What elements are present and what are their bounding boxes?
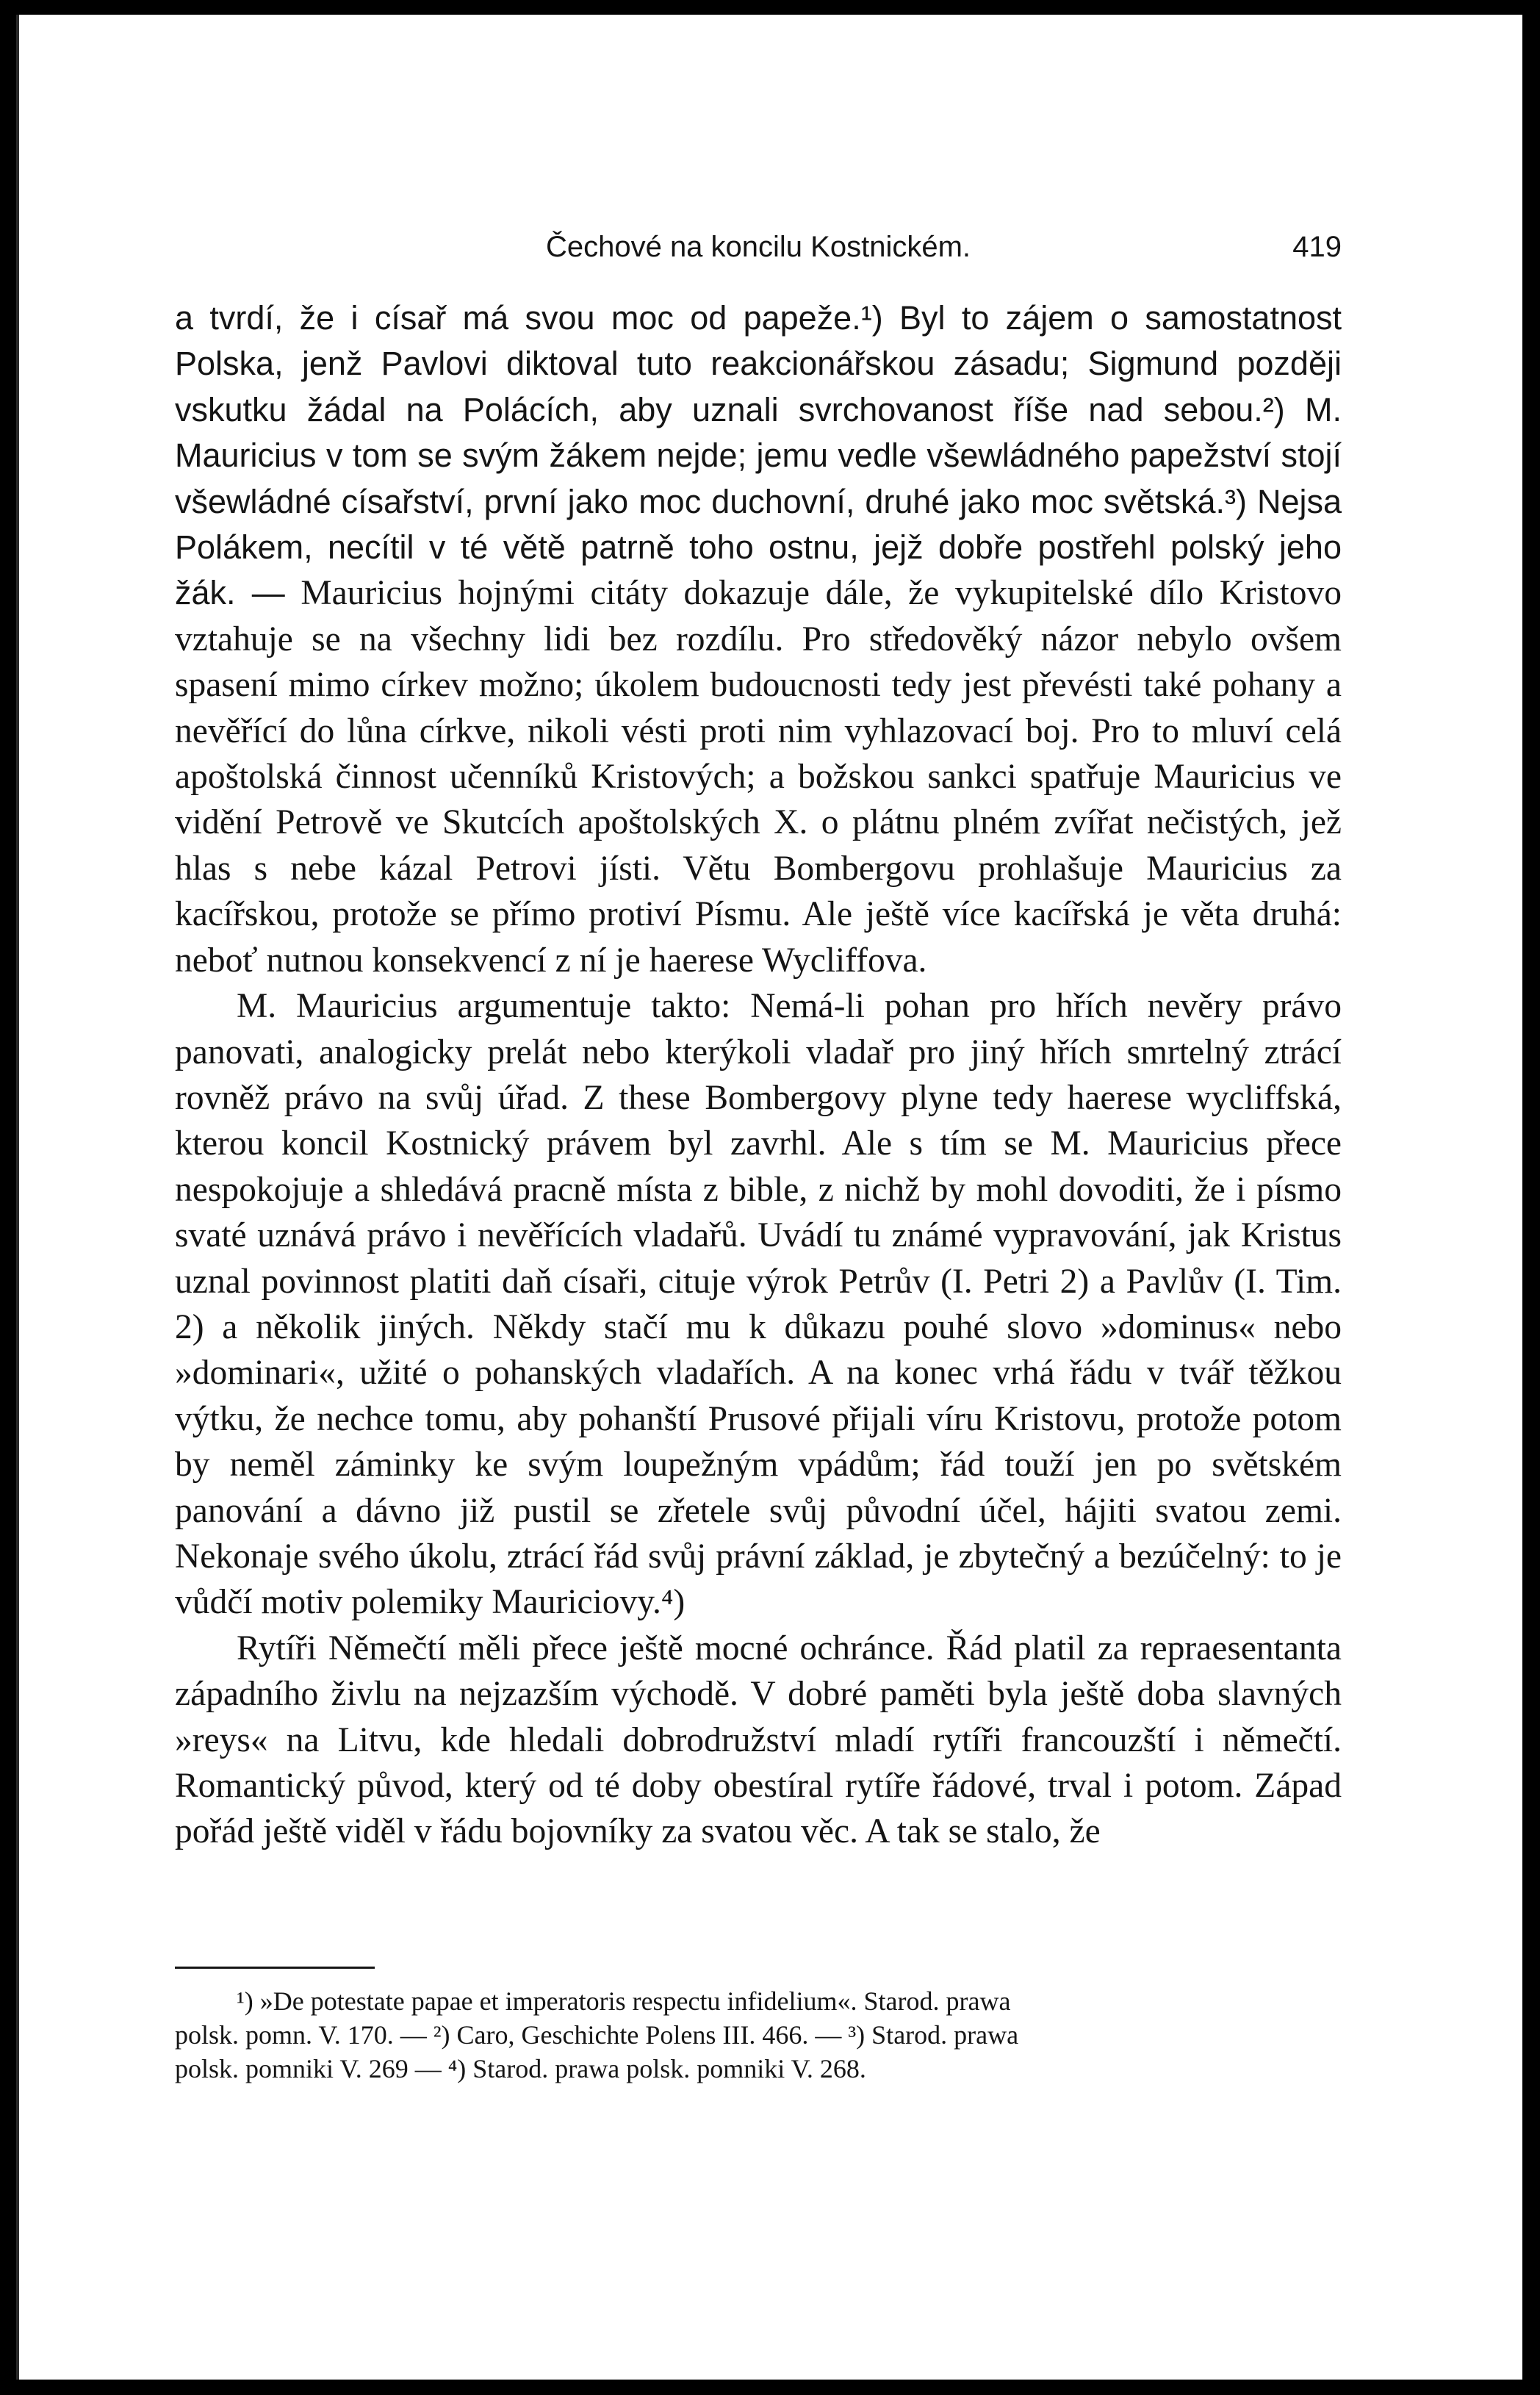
running-title: Čechové na koncilu Kostnickém.	[545, 231, 971, 263]
book-page	[16, 15, 1522, 2380]
paragraph-1	[175, 295, 1342, 983]
footnote-line-2: polsk. pomn. V. 170. — ²) Caro, Geschichte Polens III. 466. — ³) Starod. prawa	[175, 2020, 1019, 2050]
page-number: 419	[1292, 231, 1342, 263]
scan-edge	[16, 15, 19, 2380]
footnote-line-3: polsk. pomniki V. 269 — ⁴) Starod. prawa polsk. pomniki V. 268.	[175, 2054, 866, 2083]
paragraph-1-sans-text: a tvrdí, že i císař má svou moc od papeže.¹) Byl to zájem o samostatnost Polska, jenž Pavlovi diktoval tuto reakcionářskou zásadu; Sigmund později vskutku žádal na Polácích, aby uznali svrchovanost říše nad sebou.²) M. Mauricius v tom se svým žákem nejde; jemu vedle všewládného papežství stojí všewládné císařství, první jako moc duchovní, druhé jako moc světská.³) Nejsa Polákem, necítil v té větě patrně toho ostnu, jejž dobře postřehl polský jeho žák. —	[175, 299, 1342, 612]
paragraph-1-serif-text: Mauricius hojnými citáty dokazuje dále, že vykupitelské dílo Kristovo vztahuje se na všechny lidi bez rozdílu. Pro středověký názor nebylo ovšem spasení mimo církev možno; úkolem budoucnosti tedy jest převésti také pohany a nevěřící do lůna církve, nikoli vésti proti nim vyhlazovací boj. Pro to mluví celá apoštolská činnost učenníků Kristových; a božskou sankci spatřuje Mauricius ve vidění Petrově ve Skutcích apoštolských X. o plátnu plném zvířat nečistých, jež hlas s nebe kázal Petrovi jísti. Větu Bombergovu prohlašuje Mauricius za kacířskou, protože se přímo protiví Písmu. Ale ještě více kacířská je věta druhá: neboť nutnou konsekvencí z ní je haerese Wycliffova.	[175, 574, 1342, 980]
running-header	[175, 225, 1342, 269]
paragraph-2: M. Mauricius argumentuje takto: Nemá-li pohan pro hřích nevěry právo panovati, analogicky prelát nebo kterýkoli vladař pro jiný hřích smrtelný ztrácí rovněž právo na svůj úřad. Z these Bombergovy plyne tedy haerese wycliffská, kterou koncil Kostnický právem byl zavrhl. Ale s tím se M. Mauricius přece nespokojuje a shledává pracně místa z bible, z nichž by mohl dovoditi, že i písmo svaté uznává právo i nevěřících vladařů. Uvádí tu známé vypravování, jak Kristus uznal povinnost platiti daň císaři, cituje výrok Petrův (I. Petri 2) a Pavlův (I. Tim. 2) a několik jiných. Někdy stačí mu k důkazu pouhé slovo »dominus« nebo »dominari«, užité o pohanských vladařích. A na konec vrhá řádu v tvář těžkou výtku, že nechce tomu, aby pohanští Prusové přijali víru Kristovu, protože potom by neměl záminky ke svým loupežným vpádům; řád touží jen po světském panování a dávno již pustil se zřetele svůj původní účel, hájiti svatou zemi. Nekonaje svého úkolu, ztrácí řád svůj právní základ, je zbytečný a bezúčelný: to je vůdčí motiv polemiky Mauriciovy.⁴)	[175, 987, 1342, 1622]
paragraph-3: Rytíři Němečtí měli přece ještě mocné ochránce. Řád platil za repraesentanta západního živlu na nejzazším východě. V dobré paměti byla ještě doba slavných »reys« na Litvu, kde hledali dobrodružství mladí rytíři francouzští i němečtí. Romantický původ, který od té doby obestíral rytíře řádové, trval i potom. Západ pořád ještě viděl v řádu bojovníky za svatou věc. A tak se stalo, že	[175, 1629, 1342, 1851]
footnote-line-1: ¹) »De potestate papae et imperatoris respectu infidelium«. Starod. prawa	[237, 1986, 1011, 2016]
footnote-separator	[175, 1967, 375, 1969]
main-text	[175, 295, 1342, 1855]
footnotes	[175, 1984, 1342, 2086]
